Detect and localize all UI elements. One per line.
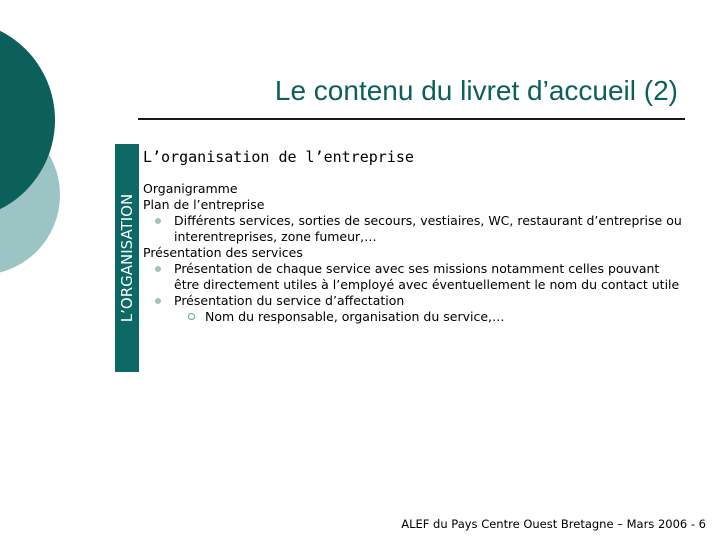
bullet-ring-icon bbox=[188, 313, 195, 320]
list-item bbox=[143, 213, 688, 245]
bullet-dot-icon bbox=[155, 218, 161, 224]
bullet-dot-icon bbox=[155, 266, 161, 272]
decorative-circles bbox=[0, 0, 60, 300]
list-item: Plan de l’entreprise bbox=[143, 197, 265, 212]
list-item-text: Nom du responsable, organisation du service,… bbox=[205, 309, 505, 324]
content-list bbox=[143, 181, 688, 325]
title-divider bbox=[138, 118, 685, 120]
side-label: L’ORGANISATION bbox=[118, 193, 136, 323]
list-item bbox=[143, 293, 688, 309]
list-item: Organigramme bbox=[143, 181, 238, 196]
section-subtitle: L’organisation de l’entreprise bbox=[143, 148, 414, 166]
list-item-text: Présentation de chaque service avec ses missions notamment celles pouvant être directement utiles à l’employé avec éventuellement le nom du contact utile bbox=[174, 261, 680, 292]
slide-title: Le contenu du livret d’accueil (2) bbox=[274, 75, 678, 106]
list-item bbox=[143, 309, 688, 325]
list-item: Présentation des services bbox=[143, 245, 303, 260]
list-item-text: Différents services, sorties de secours, vestiaires, WC, restaurant d’entreprise ou interentreprises, zone fumeur,… bbox=[174, 213, 682, 244]
list-item bbox=[143, 261, 688, 293]
list-item-text: Présentation du service d’affectation bbox=[174, 293, 405, 308]
slide-footer: ALEF du Pays Centre Ouest Bretagne – Mars 2006 - 6 bbox=[401, 517, 706, 531]
bullet-dot-icon bbox=[155, 298, 161, 304]
